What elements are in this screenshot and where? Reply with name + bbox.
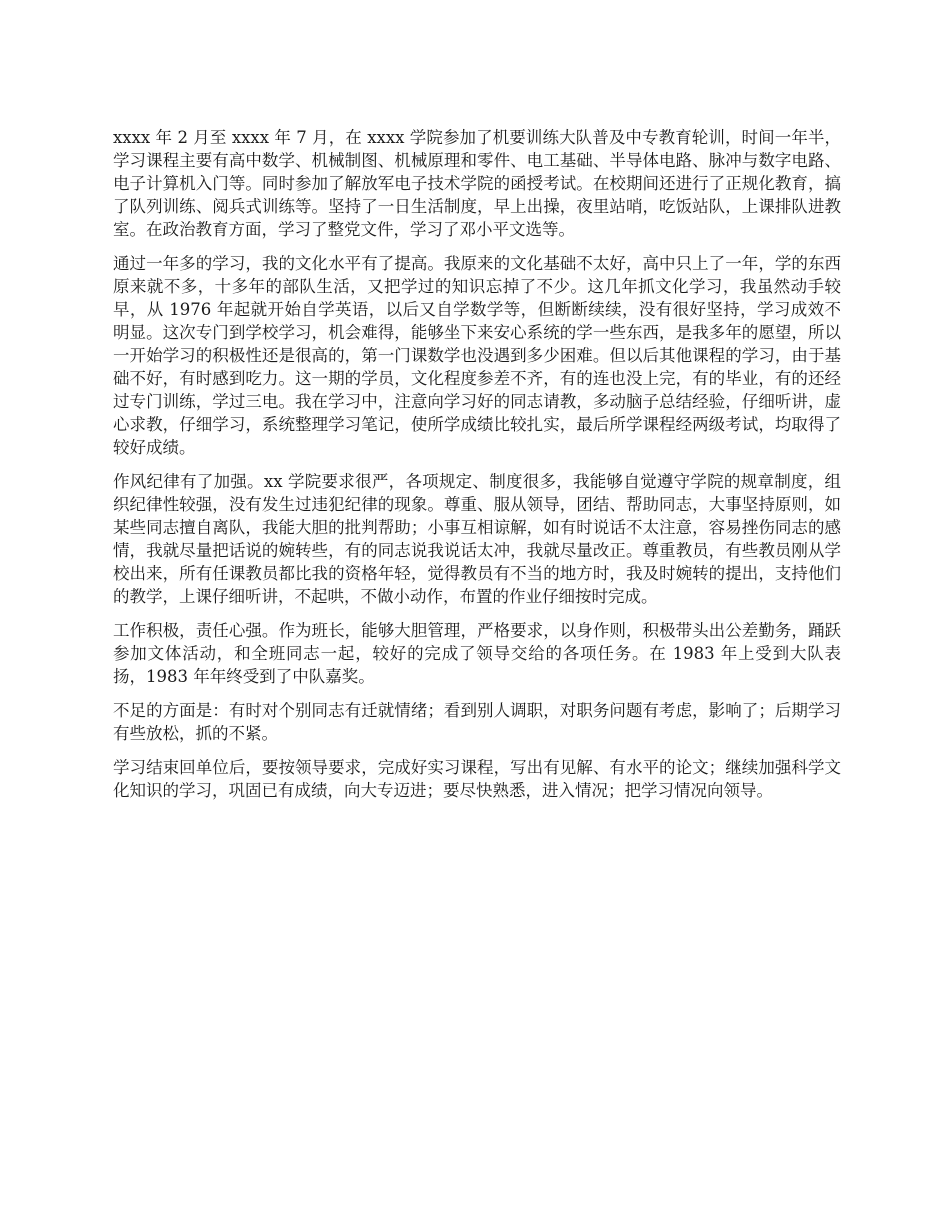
- paragraph-work-attitude: 工作积极，责任心强。作为班长，能够大胆管理，严格要求，以身作则，积极带头出公差勤务，踊跃参加文体活动，和全班同志一起，较好的完成了领导交给的各项任务。在 1983 年上受到大队表扬，1983 年年终受到了中队嘉奖。: [113, 621, 841, 686]
- document-body: [113, 126, 841, 813]
- paragraph-future-plans: 学习结束回单位后，要按领导要求，完成好实习课程，写出有见解、有水平的论文；继续加强科学文化知识的学习，巩固已有成绩，向大专迈进；要尽快熟悉，进入情况；把学习情况向领导。: [113, 758, 841, 800]
- paragraph-shortcomings: 不足的方面是：有时对个别同志有迁就情绪；看到别人调职，对职务问题有考虑，影响了；后期学习有些放松，抓的不紧。: [113, 701, 841, 743]
- paragraph-study-progress: 通过一年多的学习，我的文化水平有了提高。我原来的文化基础不太好，高中只上了一年，学的东西原来就不多，十多年的部队生活，又把学过的知识忘掉了不少。这几年抓文化学习，我虽然动手较早，从 1976 年起就开始自学英语，以后又自学数学等，但断断续续，没有很好坚持，学习成效不明显。这次专门到学校学习，机会难得，能够坐下来安心系统的学一些东西，是我多年的愿望，所以一开始学习的积极性还是很高的，第一门课数学也没遇到多少困难。但以后其他课程的学习，由于基础不好，有时感到吃力。这一期的学员，文化程度参差不齐，有的连也没上完，有的毕业，有的还经过专门训练，学过三电。我在学习中，注意向学习好的同志请教，多动脑子总结经验，仔细听讲，虚心求教，仔细学习，系统整理学习笔记，使所学成绩比较扎实，最后所学课程经两级考试，均取得了较好成绩。: [113, 254, 841, 457]
- paragraph-training-overview: xxxx 年 2 月至 xxxx 年 7 月，在 xxxx 学院参加了机要训练大队普及中专教育轮训，时间一年半，学习课程主要有高中数学、机械制图、机械原理和零件、电工基础、半导体电路、脉冲与数字电路、电子计算机入门等。同时参加了解放军电子技术学院的函授考试。在校期间还进行了正规化教育，搞了队列训练、阅兵式训练等。坚持了一日生活制度，早上出操，夜里站哨，吃饭站队，上课排队进教室。在政治教育方面，学习了整党文件，学习了邓小平文选等。: [113, 128, 841, 239]
- paragraph-discipline: 作风纪律有了加强。xx 学院要求很严，各项规定、制度很多，我能够自觉遵守学院的规章制度，组织纪律性较强，没有发生过违犯纪律的现象。尊重、服从领导，团结、帮助同志，大事坚持原则，如某些同志擅自离队，我能大胆的批判帮助；小事互相谅解，如有时说话不太注意，容易挫伤同志的感情，我就尽量把话说的婉转些，有的同志说我说话太冲，我就尽量改正。尊重教员，有些教员刚从学校出来，所有任课教员都比我的资格年轻，觉得教员有不当的地方时，我及时婉转的提出，支持他们的教学，上课仔细听讲，不起哄，不做小动作，布置的作业仔细按时完成。: [113, 472, 841, 606]
